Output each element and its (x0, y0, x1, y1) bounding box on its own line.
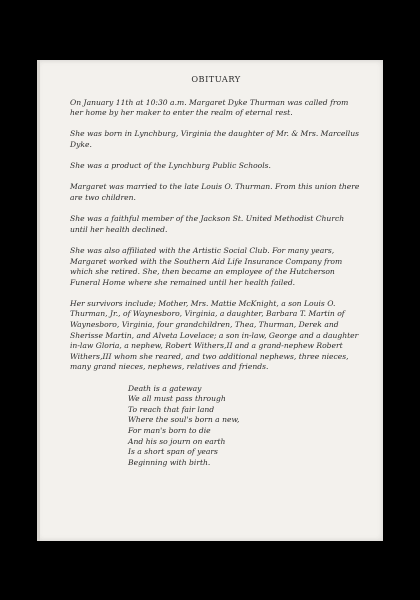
poem (128, 384, 362, 469)
poem-line: We all must pass through (128, 394, 226, 404)
obituary-text (70, 74, 362, 468)
poem-line: To reach that fair land (128, 404, 215, 414)
obituary-page (37, 60, 383, 541)
poem-line: Beginning with birth. (128, 457, 211, 467)
top-border (0, 0, 420, 60)
poem-line: Is a short span of years (128, 447, 218, 457)
page-edge (37, 60, 40, 541)
bottom-border (0, 541, 420, 600)
poem-line: And his so journ on earth (128, 436, 226, 446)
paragraph-marriage: Margaret was married to the late Louis O. Thurman. From this union there are two children. (70, 182, 360, 202)
paragraph-education: She was a product of the Lynchburg Public Schools. (70, 161, 271, 171)
paragraph-church: She was a faithful member of the Jackson St. United Methodist Church until her health declined. (70, 214, 345, 234)
paragraph-survivors: Her survivors include; Mother, Mrs. Mattie McKnight, a son Louis O. Thurman, Jr., of Waynesboro, Virginia, a daughter, Barbara T. Martin of Waynesboro, Virginia, four grandchildren, Thea, Thurman, Derek and Sherisse Martin, and Alveta Lovelace; a son in-law, George and a daughter in-law Gloria, a nephew, Robert Withers,II and a grand-nephew Robert Withers,III whom she reared, and two additional nephews, three nieces, many grand nieces, nephews, relatives and friends. (70, 298, 359, 372)
paragraph-career: She was also affiliated with the Artistic Social Club. For many years, Margaret worked with the Southern Aid Life Insurance Company from which she retired. She, then became an employee of the Hutcherson Funeral Home where she remained until her health failed. (70, 245, 343, 287)
poem-line: Death is a gateway (128, 383, 202, 393)
paragraph-death-notice: On January 11th at 10:30 a.m. Margaret Dyke Thurman was called from her home by her maker to enter the realm of eternal rest. (70, 97, 349, 118)
poem-line: Where the soul's born a new, (128, 415, 240, 425)
paragraph-birth: She was born in Lynchburg, Virginia the daughter of Mr. & Mrs. Marcellus Dyke. (70, 129, 359, 149)
poem-line: For man's born to die (128, 426, 211, 435)
document-title: OBITUARY (191, 74, 241, 84)
